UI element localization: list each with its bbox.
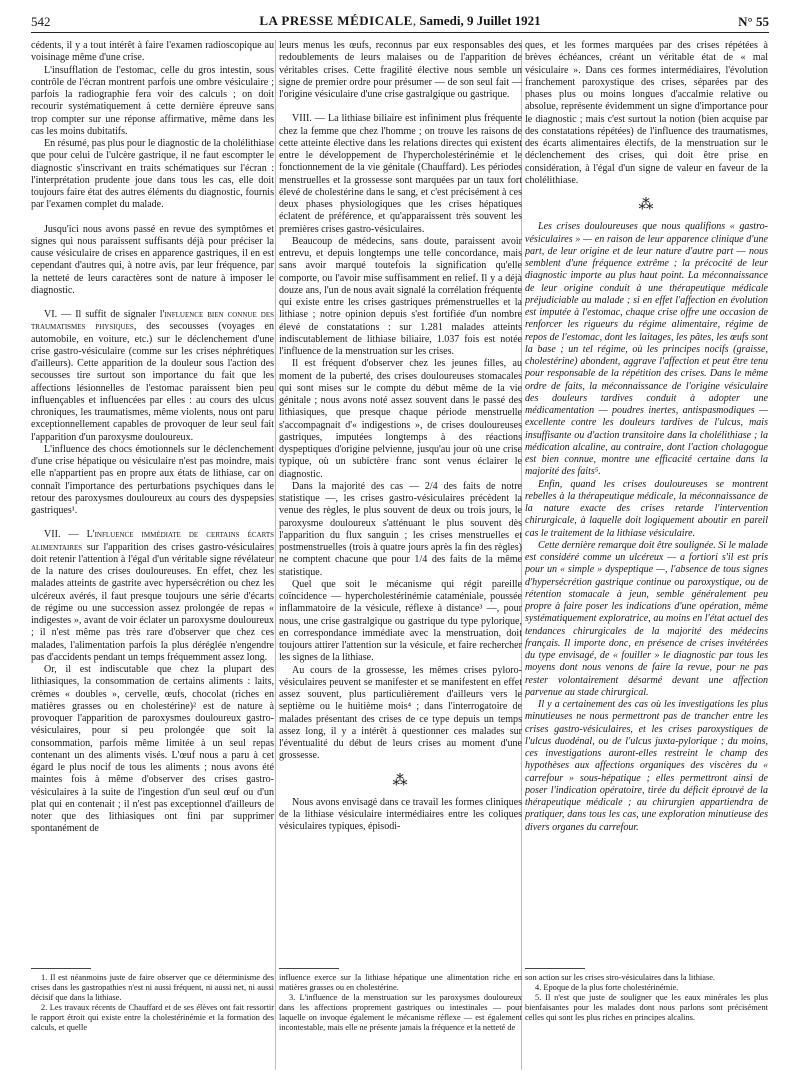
section-vii: VII. — L'influence immédiate de certains écarts alimentaires sur l'apparition des crises gastro-vésiculaires doit retenir l'attention à l'égal d'un véritable signe révélateur de la nature des crises douloureuses. En effet, chez les malades atteints de gastrite avec hypersécrétion ou chez les ulcéreux avérés, il faut presque toujours une série d'écarts de régime ou une succession assez prolongée de repas « indigestes », avant de voir éclater un paroxysme douloureux ; il n'est même pas très rare d'observer que chez ces malades, l'alimentation parfois la plus déréglée n'engendre pas d'accidents pendant un temps fréquemment assez long. [31,529,274,663]
journal-title: LA PRESSE MÉDICALE [259,13,413,28]
asterism: ⁂ [392,772,409,789]
footnote: 1. Il est néanmoins juste de faire observer que ce déterminisme des crises dans les gastropathies n'est ni aussi fréquent, ni aussi net, ni aussi décisif que dans la lithiase. [31,973,274,1003]
paragraph: En résumé, pas plus pour le diagnostic de la cholélithiase que pour celui de l'ulcère gastrique, il ne faut escompter le diagnostic s'inscrivant en traits schématiques sur l'écran : l'interprétation prudente joue dans tous les cas, elle doit toujours faire état des autres éléments du diagnostic, fournis par l'examen complet du malade. [31,138,274,211]
paragraph: Quel que soit le mécanisme qui régit pareille coïncidence — hypercholestérinémie cataméniale, poussée inflammatoire de la vésicule, réflexe à distance³ —, pour nous, une crise gastralgique ou gastrique du type pylorique, en correspondance immédiate avec la menstruation, doit toujours attirer l'attention sur la vésicule, et faire rechercher les signes de la lithiase. [279,578,522,664]
article-column-3 [525,40,768,965]
paragraph: Au cours de la grossesse, les mêmes crises pyloro-vésiculaires peuvent se manifester et se manifestent en effet assez souvent, plus particulièrement d'ailleurs vers le septième ou le huitième mois⁴ ; dans l'interrogatoire de malades présentant des crises de ce type depuis un temps assez long, il y a intérêt à questionner ces malades sur l'éventualité du début de leurs crises au moment d'une grossesse. [279,664,522,762]
conclusion-paragraph: Il y a certainement des cas où les investigations les plus minutieuses ne nous permettront pas de trancher entre les crises gastro-vésiculaires, et les crises paroxystiques de l'ulcus duodénal, ou de l'ulcus juxta-pylorique ; du moins, ces investigations auront-elles restreint le champ des hypothèses aux affections organiques des viscères du « carrefour » sous-hépatique ; elles permettront ainsi de poser l'indication opératoire, tirée du déficit éprouvé de la thérapeutique médicale ; au chirurgien appartiendra de pratiquer, dans tous les cas, une exploration minutieuse des divers organes du carrefour. [525,699,768,833]
paragraph: Dans la majorité des cas — 2/4 des faits de notre statistique —, les crises gastro-vésiculaires précèdent la venue des règles, le plus souvent de deux ou trois jours, le paroxysme douloureux s'atténuant le plus souvent dès l'apparition du flux sanguin ; les crises menstruelles et postmenstruelles (trois à quatre jours après la fin des règles) ne comptent chacune que pour 1/4 des faits de la même statistique. [279,480,522,578]
footnote: 5. Il n'est que juste de souligner que les eaux minérales les plus bienfaisantes pour les malades dont nous parlons sont précisément celles qui sont les plus riches en principes alcalins. [525,993,768,1023]
issue-date: Samedi, 9 Juillet 1921 [419,13,541,28]
footnote: influence exerce sur la lithiase hépatique une alimentation riche en matières grasses ou en cholestérine. [279,973,522,993]
asterism: ⁂ [638,197,655,213]
paragraph: ques, et les formes marquées par des crises répétées à brèves échéances, créant un véritable état de « mal vésiculaire ». Dans ces formes intermédiaires, l'évolution franchement paroxystique des crises, séparées par des phases plus ou moins longues d'accalmie relative ou absolue, représente évidemment un signe d'importance pour le diagnostic ; mais c'est surtout la notion (bien acquise par des constatations répétées) de l'influence des traumatismes, des écarts alimentaires électifs, de la menstruation sur le déclenchement des crises, qui doit être prise en considération, à l'égal d'un signe de valeur en faveur de la cholélithiase. [525,40,768,186]
page-header [31,12,769,34]
paragraph: Jusqu'ici nous avons passé en revue des symptômes et signes qui nous paraissent suffisants déjà pour préciser la cause vésiculaire de crises en apparence gastriques, il en est cependant d'autres qui, à notre avis, par leur fréquence, par la netteté de leurs caractères sont de nature à imposer le diagnostic. [31,223,274,296]
paragraph: cédents, il y a tout intérêt à faire l'examen radioscopique au voisinage même d'une crise. [31,40,274,64]
footnote: 2. Les travaux récents de Chauffard et de ses élèves ont fait ressortir le rapport étroit qui existe entre la cholestérinémie et la formation des calculs, et quelle [31,1003,274,1033]
paragraph: leurs menus les œufs, reconnus par eux responsables des redoublements de leurs malaises ou de l'apparition de véritables crises. Cette fragilité élective nous semble un signe de premier ordre pour présumer — de son seul fait — l'origine vésiculaire d'une crise gastralgique ou gastrique. [279,40,522,100]
conclusion-paragraph: Enfin, quand les crises douloureuses se montrent rebelles à la thérapeutique médicale, la méconnaissance de la nature exacte des crises retarde l'intervention chirurgicale, à laquelle doit logiquement aboutir en pareil cas le traitement de la lithiase vésiculaire. [525,478,768,539]
section-viii: VIII. — La lithiase biliaire est infiniment plus fréquente chez la femme que chez l'homme ; on trouve les raisons de cette atteinte élective dans les relations directes qui existent entre le développement de l'hypercholestérinémie et le fonctionnement de la vie génitale (Chauffard). Les périodes menstruelles et la grossesse sont marquées par un taux fort élevé de cholestérine dans le sang, et c'est précisément à ces deux phases physiologiques que les crises hépatiques éclatent de préférence, et qu'apparaissent très souvent les premières crises gastro-vésiculaires. [279,113,522,235]
paragraph: Nous avons envisagé dans ce travail les formes cliniques de la lithiase vésiculaire intermédiaires entre les coliques vésiculaires typiques, épisodi- [279,796,522,833]
footnote: son action sur les crises stro-vésiculaires dans la lithiase. [525,973,716,982]
article-column-2 [279,40,522,965]
conclusion-paragraph: Cette dernière remarque doit être soulignée. Si le malade est considéré comme un ulcéreux — a fortiori s'il est pris pour un « simple » dyspeptique —, l'absence de tous signes d'hypersécrétion gastrique continue ou paroxystique, ou de rétention stomacale à jeun, semble généralement peu propre à faire poser les indications d'une opération, même systématiquement exploratrice, au moins en l'état actuel des tendances chirurgicales de la majorité des médecins français. Il importe donc, en présence de crises invétérées du type envisagé, de « fouiller » le diagnostic par tous les moyens dont nous venons de faire la revue, pour ne pas rester volontairement désarmé devant une affection parvenue au stade chirurgical. [525,539,768,698]
paragraph: L'influence des chocs émotionnels sur le déclenchement d'une crise hépatique ou vésiculaire n'est pas moindre, mais elle n'appartient pas en propre aux états de lithiase, car on connaît l'importance des perturbations psychiques dans le retour des paroxysmes douloureux au cours des dyspepsies gastriques¹. [31,443,274,516]
conclusion-paragraph: Les crises douloureuses que nous qualifions « gastro-vésiculaires » — en raison de leur apparence clinique d'une part, de leur origine et de leur nature d'autre part — nous semblent d'une fréquence extrême ; la précocité de leur diagnostic importe au plus haut point. La méconnaissance de leur origine conduit à une thérapeutique médicale préjudiciable au malade ; si en effet l'affection en évolution est imputée à l'estomac, chaque crise offre une occasion de renforcer les rigueurs du régime alimentaire, régime de repos de l'estomac, dont les laitages, les pâtes, les œufs sont la base ; un tel régime, où les principes nocifs (graisse, cholestérine) abondent, aggrave l'affection et peut être tenu pour responsable de la répétition des crises. Dans le même ordre de faits, la méconnaissance de l'origine vésiculaire des douleurs tardives conduit à adopter une médicamentation — poudres inertes, antispasmodiques — excellente contre les douleurs tardives de l'ulcus, mais insuffisante ou d'action transitoire dans la cholélithiase ; la médication alcaline, au contraire, dont l'action cholagogue est bien connue, montre une efficacité certaine dans la majorité des faits⁵. [525,221,768,478]
journal-title-line: LA PRESSE MÉDICALE, Samedi, 9 Juillet 1921 [259,13,541,28]
article-column-1 [31,40,274,965]
footnotes-column-3 [525,968,768,1023]
paragraph: Il est fréquent d'observer chez les jeunes filles, au moment de la puberté, des crises douloureuses stomacales qui sont mises sur le compte du début même de la vie génitale ; nous avons noté assez souvent dans le passé des lithiasiques, que presque chaque période menstruelle s'accompagnait d'« indigestions », de crises douloureuses gastriques, imputées longtemps à des réactions dyspeptiques d'origine pelvienne, jusqu'au jour où une crise typique, où un subictère franc sont venus éclairer le diagnostic. [279,358,522,480]
footnotes-column-2 [279,968,522,1034]
column-divider [275,40,276,1070]
header-rule [31,32,769,33]
paragraph: Beaucoup de médecins, sans doute, paraissent avoir entrevu, et depuis longtemps une telle concordance, mais sans avoir marqué toutefois la signification qu'elle comporte, ou l'avoir mise suffisamment en relief. Il y a déjà douze ans, l'un de nous avait signalé la corrélation fréquente qui existe entre les crises gastriques prémenstruelles et la lithiase ; notre opinion depuis s'est fortifiée d'un nombre élevé de constatations : sur 1.281 malades atteints indiscutablement de lithiase biliaire, 1.037 fois est notée l'influence de la menstruation sur les crises. [279,235,522,357]
page-number: 542 [31,14,51,29]
footnotes-column-1 [31,968,274,1034]
footnote: 3. L'influence de la menstruation sur les paroxysmes douloureux dans les affections proprement gastriques ou intestinales — pour laquelle on invoque également le mécanisme réflexe — est également incontestable, mais elle ne présente jamais la fréquence et la netteté de [279,993,522,1033]
issue-number: N° 55 [738,14,769,29]
section-vi: VI. — Il suffit de signaler l'influence bien connue des traumatismes physiques, des secousses (voyages en automobile, en voiture, etc.) sur le déclenchement d'une crise gastro-vésiculaire (comme sur les crises néphrétiques d'ailleurs). Cette apparition de la douleur sous l'action des secousses tire surtout son importance du fait que les affections lésionnelles de l'estomac paraissent bien peu influençables et influencées par elles : au cours des ulcus chroniques, les traumatismes, même violents, nous ont paru exceptionnellement capables de provoquer de leur seul fait l'apparition d'un paroxysme douloureux. [31,309,274,443]
paragraph: L'insufflation de l'estomac, celle du gros intestin, sous contrôle de l'écran montrent parfois une ombre vésiculaire ; parfois la radiographie fera voir des calculs ; on doit recourir systématiquement à cette dernière épreuve sans trop compter sur une réponse affirmative, même dans les cas les moins dubitatifs. [31,64,274,137]
footnote: 4. Epoque de la plus forte cholestérinémie. [535,983,679,993]
paragraph: Or, il est indiscutable que chez la plupart des lithiasiques, la consommation de certains aliments : laits, crèmes « doubles », cervelle, œufs, chocolat (riches en matières grasses ou en cholestérine)² est de nature à provoquer l'apparition de paroxysmes douloureux gastro-vésiculaires, pour si peu prolongée que soit la consommation, parfois même limitée à un seul repas contenant un des aliments visés. L'œuf nous a paru à cet égard le plus nocif de tous les aliments ; nous avons été maintes fois à même d'observer des crises gastro-vésiculaires à la suite de l'ingestion d'un seul œuf ou d'un plat qui en contenait ; il n'est pas exceptionnel d'ailleurs de noter que des lithiasiques ont fini par supprimer spontanément de [31,664,274,835]
